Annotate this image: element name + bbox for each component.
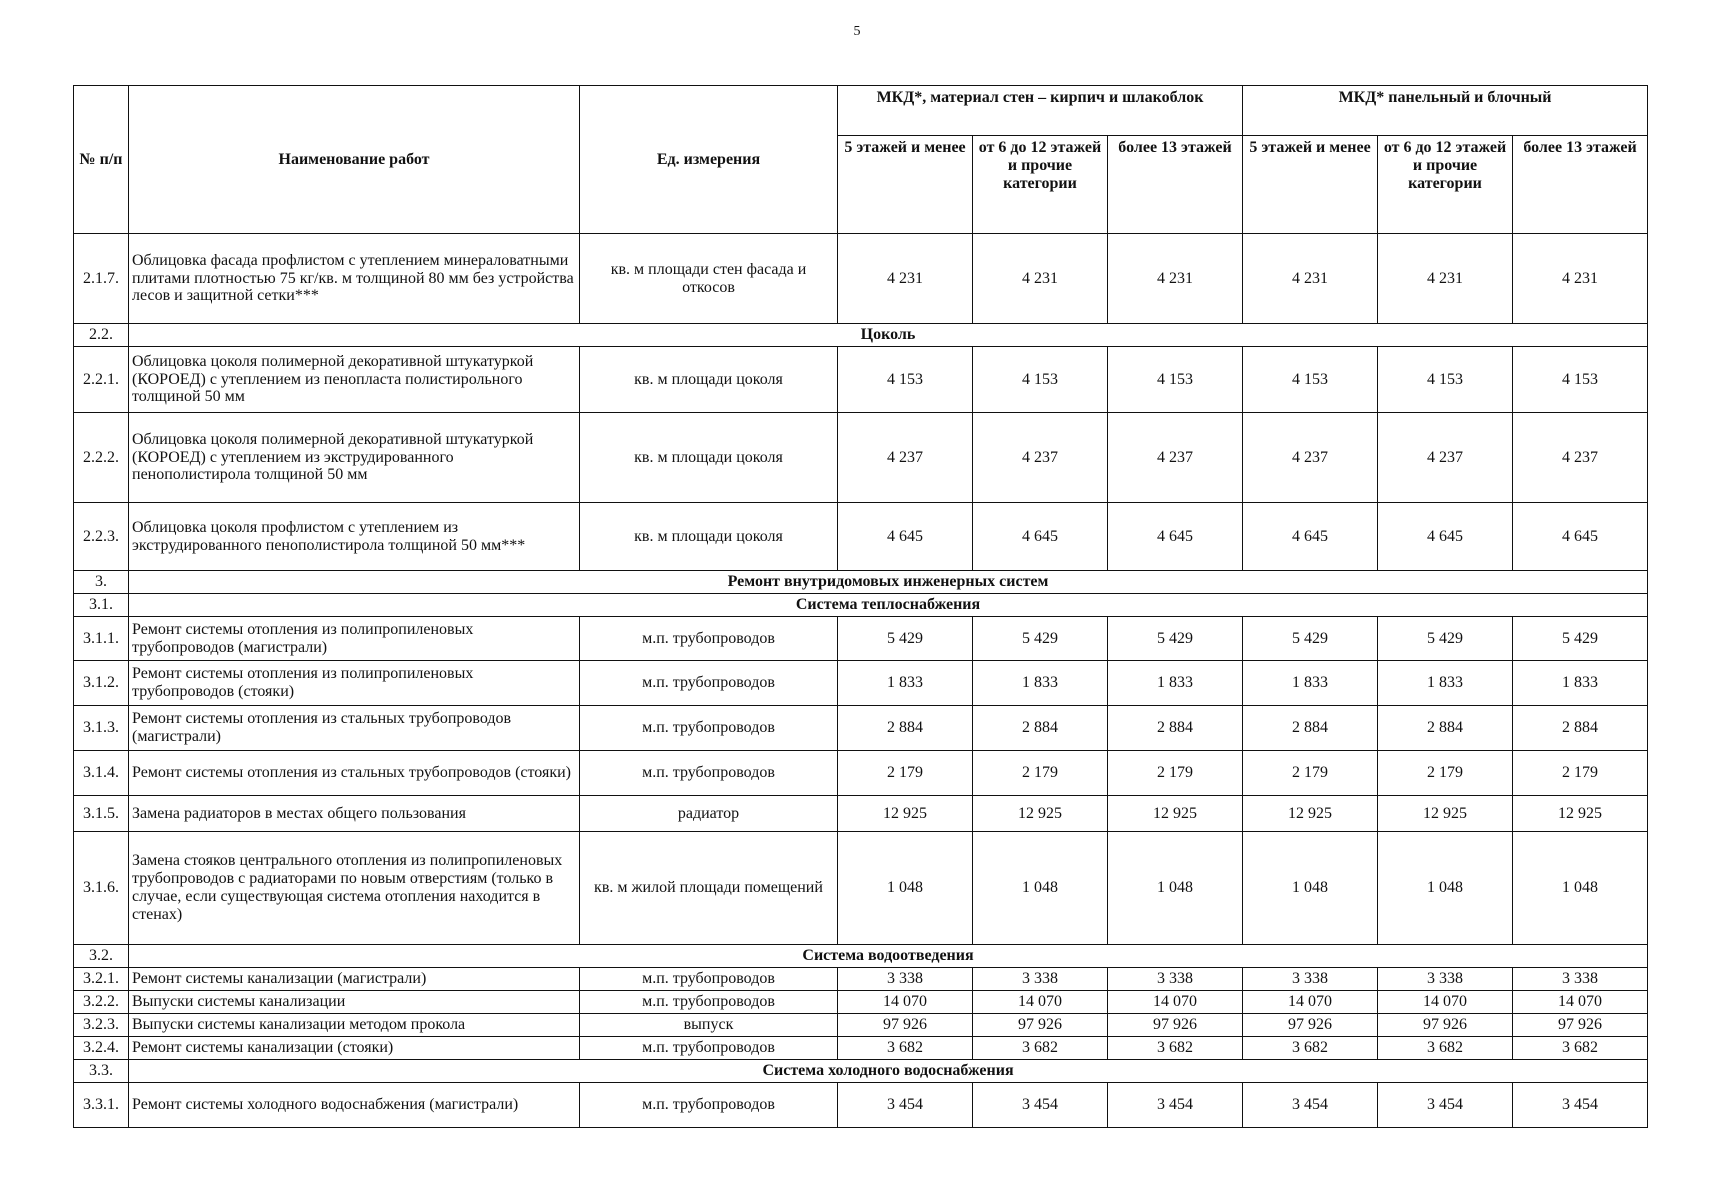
row-number: 3.1.4. <box>74 751 129 796</box>
unit-cell: м.п. трубопроводов <box>580 751 838 796</box>
value-cell: 97 926 <box>838 1014 973 1037</box>
value-cell: 2 884 <box>1378 706 1513 751</box>
value-cell: 1 048 <box>838 832 973 945</box>
work-name: Выпуски системы канализации методом прокола <box>129 1014 580 1037</box>
table-body <box>74 234 1648 1128</box>
value-cell: 4 231 <box>1513 234 1648 324</box>
value-cell: 5 429 <box>1243 617 1378 661</box>
value-cell: 3 454 <box>973 1083 1108 1128</box>
row-number: 2.2.2. <box>74 413 129 503</box>
value-cell: 3 338 <box>1108 968 1243 991</box>
table-row <box>74 796 1648 832</box>
work-name: Облицовка фасада профлистом с утеплением минераловатными плитами плотностью 75 кг/кв. м толщиной 80 мм без устройства лесов и защитной сетки*** <box>129 234 580 324</box>
value-cell: 1 048 <box>1243 832 1378 945</box>
value-cell: 3 682 <box>1378 1037 1513 1060</box>
section-title: Система теплоснабжения <box>129 594 1648 617</box>
value-cell: 4 237 <box>1378 413 1513 503</box>
section-row <box>74 324 1648 347</box>
value-cell: 3 338 <box>1243 968 1378 991</box>
value-cell: 4 237 <box>1108 413 1243 503</box>
value-cell: 3 338 <box>973 968 1108 991</box>
table-row <box>74 1014 1648 1037</box>
value-cell: 2 179 <box>1108 751 1243 796</box>
value-cell: 4 231 <box>973 234 1108 324</box>
unit-cell: кв. м жилой площади помещений <box>580 832 838 945</box>
work-name: Ремонт системы отопления из полипропиленовых трубопроводов (стояки) <box>129 661 580 706</box>
value-cell: 1 833 <box>1243 661 1378 706</box>
row-number: 2.2.1. <box>74 347 129 413</box>
section-row <box>74 945 1648 968</box>
unit-cell: выпуск <box>580 1014 838 1037</box>
table-row <box>74 991 1648 1014</box>
unit-cell: м.п. трубопроводов <box>580 1083 838 1128</box>
header-sub-2: от 6 до 12 этажей и прочие категории <box>973 136 1108 234</box>
value-cell: 97 926 <box>1243 1014 1378 1037</box>
table-row <box>74 234 1648 324</box>
row-number: 3.1.2. <box>74 661 129 706</box>
value-cell: 4 645 <box>838 503 973 571</box>
row-number: 3.1.1. <box>74 617 129 661</box>
value-cell: 4 645 <box>1378 503 1513 571</box>
value-cell: 1 833 <box>1378 661 1513 706</box>
value-cell: 1 833 <box>1108 661 1243 706</box>
value-cell: 14 070 <box>973 991 1108 1014</box>
value-cell: 97 926 <box>1513 1014 1648 1037</box>
work-name: Облицовка цоколя полимерной декоративной штукатуркой (КОРОЕД) с утеплением из пенопласта полистирольного толщиной 50 мм <box>129 347 580 413</box>
section-title: Ремонт внутридомовых инженерных систем <box>129 571 1648 594</box>
section-row <box>74 571 1648 594</box>
value-cell: 12 925 <box>1513 796 1648 832</box>
value-cell: 14 070 <box>838 991 973 1014</box>
value-cell: 4 231 <box>1243 234 1378 324</box>
value-cell: 5 429 <box>838 617 973 661</box>
value-cell: 2 884 <box>838 706 973 751</box>
value-cell: 3 682 <box>973 1037 1108 1060</box>
table-header <box>74 86 1648 234</box>
value-cell: 3 338 <box>1513 968 1648 991</box>
table-row <box>74 1037 1648 1060</box>
value-cell: 5 429 <box>1513 617 1648 661</box>
unit-cell: кв. м площади стен фасада и откосов <box>580 234 838 324</box>
value-cell: 5 429 <box>973 617 1108 661</box>
section-title: Система холодного водоснабжения <box>129 1060 1648 1083</box>
value-cell: 1 048 <box>1378 832 1513 945</box>
row-number: 3.3. <box>74 1060 129 1083</box>
value-cell: 14 070 <box>1513 991 1648 1014</box>
table-row <box>74 413 1648 503</box>
value-cell: 14 070 <box>1378 991 1513 1014</box>
row-number: 3.1.5. <box>74 796 129 832</box>
row-number: 3.2.3. <box>74 1014 129 1037</box>
value-cell: 4 153 <box>1243 347 1378 413</box>
value-cell: 14 070 <box>1108 991 1243 1014</box>
value-cell: 4 153 <box>973 347 1108 413</box>
value-cell: 3 338 <box>838 968 973 991</box>
unit-cell: м.п. трубопроводов <box>580 991 838 1014</box>
row-number: 2.1.7. <box>74 234 129 324</box>
value-cell: 2 884 <box>1513 706 1648 751</box>
value-cell: 3 454 <box>838 1083 973 1128</box>
header-num: № п/п <box>74 86 129 234</box>
work-name: Ремонт системы отопления из стальных трубопроводов (магистрали) <box>129 706 580 751</box>
header-sub-1: 5 этажей и менее <box>838 136 973 234</box>
unit-cell: м.п. трубопроводов <box>580 968 838 991</box>
table-row <box>74 503 1648 571</box>
value-cell: 97 926 <box>973 1014 1108 1037</box>
work-name: Выпуски системы канализации <box>129 991 580 1014</box>
table-row <box>74 617 1648 661</box>
value-cell: 2 179 <box>1513 751 1648 796</box>
header-name: Наименование работ <box>129 86 580 234</box>
work-name: Ремонт системы отопления из полипропиленовых трубопроводов (магистрали) <box>129 617 580 661</box>
work-name: Облицовка цоколя полимерной декоративной штукатуркой (КОРОЕД) с утеплением из экструдированного пенополистирола толщиной 50 мм <box>129 413 580 503</box>
value-cell: 5 429 <box>1108 617 1243 661</box>
value-cell: 3 454 <box>1378 1083 1513 1128</box>
row-number: 3.2.4. <box>74 1037 129 1060</box>
value-cell: 3 454 <box>1108 1083 1243 1128</box>
value-cell: 12 925 <box>1378 796 1513 832</box>
section-row <box>74 594 1648 617</box>
value-cell: 2 179 <box>973 751 1108 796</box>
value-cell: 4 153 <box>1513 347 1648 413</box>
value-cell: 3 682 <box>838 1037 973 1060</box>
value-cell: 1 048 <box>1513 832 1648 945</box>
unit-cell: кв. м площади цоколя <box>580 503 838 571</box>
row-number: 3. <box>74 571 129 594</box>
unit-cell: м.п. трубопроводов <box>580 1037 838 1060</box>
header-unit: Ед. измерения <box>580 86 838 234</box>
row-number: 3.2. <box>74 945 129 968</box>
work-name: Ремонт системы канализации (стояки) <box>129 1037 580 1060</box>
value-cell: 1 048 <box>973 832 1108 945</box>
section-title: Цоколь <box>129 324 1648 347</box>
value-cell: 3 454 <box>1513 1083 1648 1128</box>
value-cell: 1 833 <box>1513 661 1648 706</box>
row-number: 3.1.3. <box>74 706 129 751</box>
value-cell: 3 338 <box>1378 968 1513 991</box>
value-cell: 14 070 <box>1243 991 1378 1014</box>
header-sub-5: от 6 до 12 этажей и прочие категории <box>1378 136 1513 234</box>
row-number: 2.2.3. <box>74 503 129 571</box>
value-cell: 4 645 <box>1513 503 1648 571</box>
table-row <box>74 347 1648 413</box>
value-cell: 2 884 <box>973 706 1108 751</box>
row-number: 3.1. <box>74 594 129 617</box>
header-sub-6: более 13 этажей <box>1513 136 1648 234</box>
unit-cell: м.п. трубопроводов <box>580 706 838 751</box>
section-row <box>74 1060 1648 1083</box>
rates-table <box>73 85 1648 1128</box>
unit-cell: м.п. трубопроводов <box>580 617 838 661</box>
value-cell: 4 237 <box>1243 413 1378 503</box>
row-number: 3.1.6. <box>74 832 129 945</box>
value-cell: 4 231 <box>838 234 973 324</box>
value-cell: 12 925 <box>973 796 1108 832</box>
table-row <box>74 751 1648 796</box>
value-cell: 4 237 <box>838 413 973 503</box>
value-cell: 97 926 <box>1378 1014 1513 1037</box>
value-cell: 5 429 <box>1378 617 1513 661</box>
unit-cell: кв. м площади цоколя <box>580 413 838 503</box>
value-cell: 2 179 <box>838 751 973 796</box>
value-cell: 1 833 <box>838 661 973 706</box>
work-name: Замена радиаторов в местах общего пользования <box>129 796 580 832</box>
value-cell: 97 926 <box>1108 1014 1243 1037</box>
value-cell: 2 884 <box>1108 706 1243 751</box>
row-number: 3.2.1. <box>74 968 129 991</box>
value-cell: 4 645 <box>973 503 1108 571</box>
value-cell: 4 645 <box>1108 503 1243 571</box>
value-cell: 4 153 <box>1108 347 1243 413</box>
table-row <box>74 832 1648 945</box>
table-row <box>74 968 1648 991</box>
value-cell: 4 237 <box>973 413 1108 503</box>
work-name: Ремонт системы отопления из стальных трубопроводов (стояки) <box>129 751 580 796</box>
value-cell: 1 833 <box>973 661 1108 706</box>
value-cell: 2 179 <box>1378 751 1513 796</box>
value-cell: 4 231 <box>1108 234 1243 324</box>
value-cell: 4 153 <box>838 347 973 413</box>
table-row <box>74 661 1648 706</box>
header-group-panel: МКД* панельный и блочный <box>1243 86 1648 136</box>
value-cell: 12 925 <box>838 796 973 832</box>
row-number: 2.2. <box>74 324 129 347</box>
table-row <box>74 1083 1648 1128</box>
value-cell: 2 884 <box>1243 706 1378 751</box>
page-number: 5 <box>853 24 861 39</box>
value-cell: 4 645 <box>1243 503 1378 571</box>
value-cell: 12 925 <box>1243 796 1378 832</box>
unit-cell: м.п. трубопроводов <box>580 661 838 706</box>
work-name: Замена стояков центрального отопления из полипропиленовых трубопроводов с радиаторами по новым отверстиям (только в случае, если существующая система отопления находится в стенах) <box>129 832 580 945</box>
work-name: Ремонт системы холодного водоснабжения (магистрали) <box>129 1083 580 1128</box>
row-number: 3.3.1. <box>74 1083 129 1128</box>
value-cell: 4 237 <box>1513 413 1648 503</box>
value-cell: 4 153 <box>1378 347 1513 413</box>
value-cell: 4 231 <box>1378 234 1513 324</box>
work-name: Ремонт системы канализации (магистрали) <box>129 968 580 991</box>
value-cell: 3 454 <box>1243 1083 1378 1128</box>
header-sub-3: более 13 этажей <box>1108 136 1243 234</box>
unit-cell: кв. м площади цоколя <box>580 347 838 413</box>
value-cell: 3 682 <box>1108 1037 1243 1060</box>
work-name: Облицовка цоколя профлистом с утеплением из экструдированного пенополистирола толщиной 50 мм*** <box>129 503 580 571</box>
table-row <box>74 706 1648 751</box>
header-sub-4: 5 этажей и менее <box>1243 136 1378 234</box>
section-title: Система водоотведения <box>129 945 1648 968</box>
value-cell: 3 682 <box>1513 1037 1648 1060</box>
value-cell: 12 925 <box>1108 796 1243 832</box>
value-cell: 2 179 <box>1243 751 1378 796</box>
header-group-brick: МКД*, материал стен – кирпич и шлакоблок <box>838 86 1243 136</box>
unit-cell: радиатор <box>580 796 838 832</box>
value-cell: 3 682 <box>1243 1037 1378 1060</box>
row-number: 3.2.2. <box>74 991 129 1014</box>
value-cell: 1 048 <box>1108 832 1243 945</box>
